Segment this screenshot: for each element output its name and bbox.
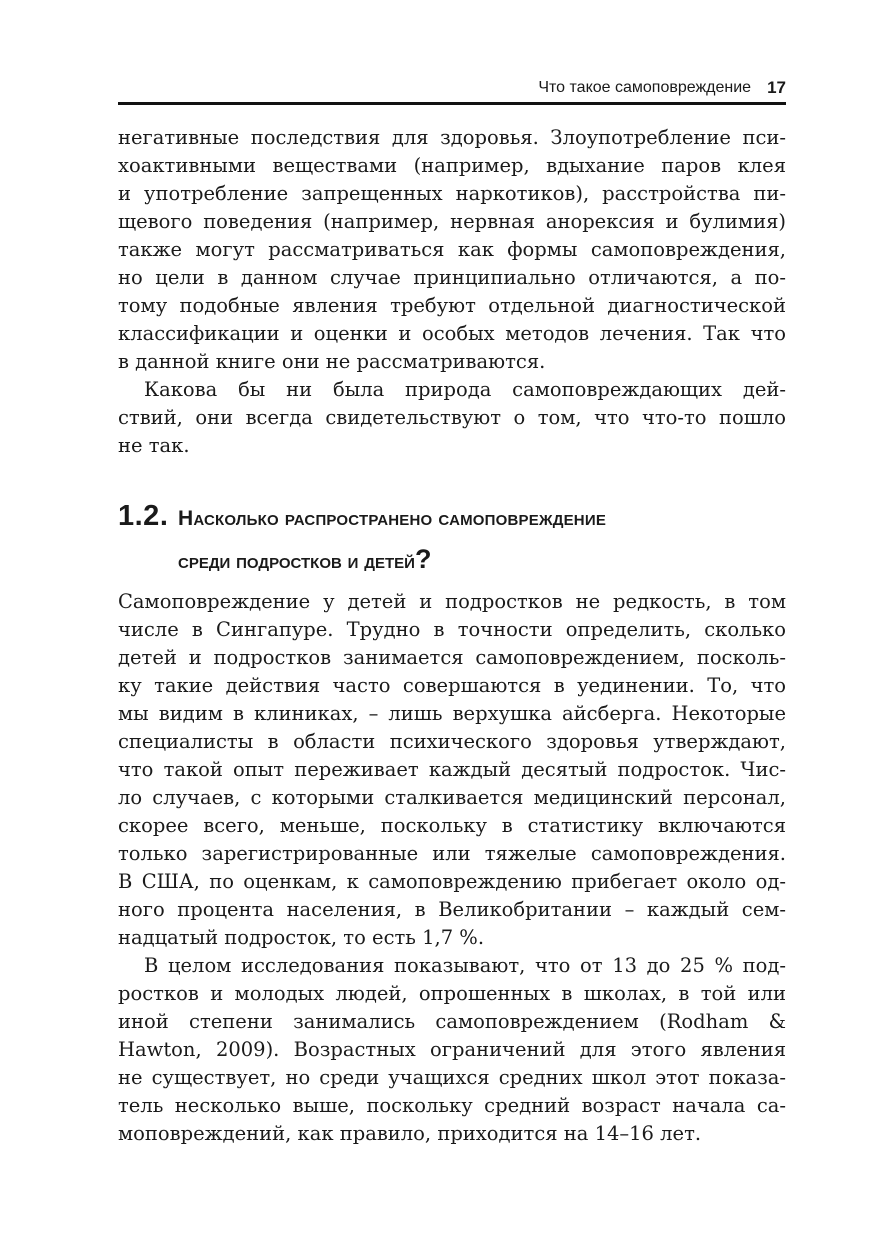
running-head-title: Что такое самоповреждение — [538, 79, 752, 96]
text-line: также могут рассматриваться как формы самоповреждения, — [118, 238, 786, 261]
section-title-line2: среди подростков и детей — [178, 550, 415, 573]
running-head — [118, 76, 786, 100]
text-line: иной степени занимались самоповреждением (Rodham & — [118, 1010, 786, 1033]
text-line: щевого поведения (например, нервная анорексия и булимия) — [118, 210, 786, 233]
page-number: 17 — [767, 78, 786, 97]
text-line: Какова бы ни была природа самоповреждающих дей- — [144, 378, 786, 401]
section-title-question-mark: ? — [414, 544, 432, 574]
text-line: ствий, они всегда свидетельствуют о том, что что-то пошло — [118, 406, 786, 429]
text-line: Самоповреждение у детей и подростков не редкость, в том — [118, 590, 786, 613]
text-line: специалисты в области психического здоровья утверждают, — [118, 730, 786, 753]
text-line: не существует, но среди учащихся средних школ этот показа- — [118, 1066, 786, 1089]
text-line: тому подобные явления требуют отдельной диагностической — [118, 294, 786, 317]
section-number: 1.2. — [118, 500, 169, 532]
text-line: надцатый подросток, то есть 1,7 %. — [118, 926, 485, 949]
text-line: классификации и оценки и особых методов лечения. Так что — [118, 322, 786, 345]
text-line: В целом исследования показывают, что от 13 до 25 % под- — [144, 954, 786, 977]
text-line: В США, по оценкам, к самоповреждению прибегает около од- — [118, 870, 786, 893]
text-line: но цели в данном случае принципиально отличаются, а по- — [118, 266, 786, 289]
text-line: детей и подростков занимается самоповреждением, посколь- — [118, 646, 786, 669]
section-title-line1: Насколько распространено самоповреждение — [178, 507, 607, 530]
body-text-block-2 — [118, 588, 786, 1148]
text-line: не так. — [118, 434, 190, 457]
section-heading — [118, 500, 786, 575]
text-line: мы видим в клиниках, – лишь верхушка айсберга. Некоторые — [118, 702, 786, 725]
text-line: только зарегистрированные или тяжелые самоповреждения. — [118, 842, 786, 865]
header-rule — [118, 102, 786, 105]
text-line: скорее всего, меньше, поскольку в статистику включаются — [118, 814, 786, 837]
text-line: Hawton, 2009). Возрастных ограничений для этого явления — [118, 1038, 786, 1061]
text-line: и употребление запрещенных наркотиков), расстройства пи- — [118, 182, 786, 205]
text-line: что такой опыт переживает каждый десятый подросток. Чис- — [118, 758, 786, 781]
text-line: ного процента населения, в Великобритании – каждый сем- — [118, 898, 786, 921]
body-text-block-1 — [118, 124, 786, 460]
text-line: ку такие действия часто совершаются в уединении. То, что — [118, 674, 786, 697]
text-line: числе в Сингапуре. Трудно в точности определить, сколько — [118, 618, 786, 641]
text-line: ростков и молодых людей, опрошенных в школах, в той или — [118, 982, 786, 1005]
text-line: в данной книге они не рассматриваются. — [118, 350, 546, 373]
book-page — [118, 0, 786, 1240]
text-line: негативные последствия для здоровья. Злоупотребление пси- — [118, 126, 786, 149]
text-line: тель несколько выше, поскольку средний возраст начала са- — [118, 1094, 786, 1117]
text-line: ло случаев, с которыми сталкивается медицинский персонал, — [118, 786, 786, 809]
text-line: хоактивными веществами (например, вдыхание паров клея — [118, 154, 786, 177]
text-line: моповреждений, как правило, приходится на 14–16 лет. — [118, 1122, 702, 1145]
